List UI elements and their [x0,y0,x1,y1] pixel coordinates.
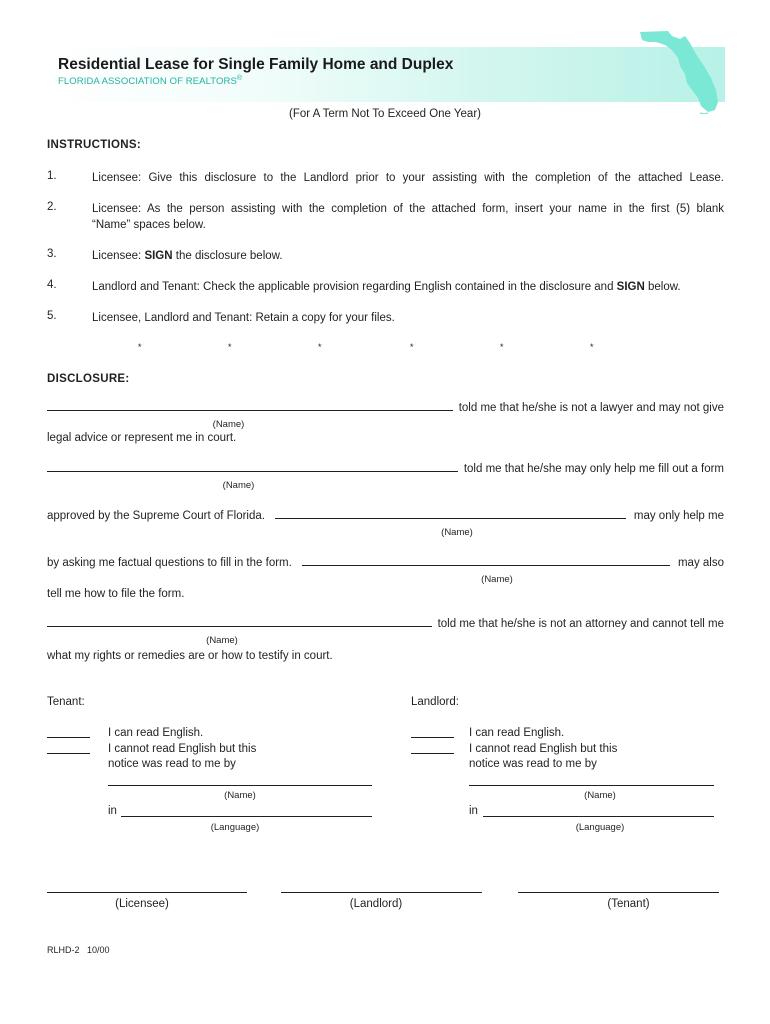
form-date: 10/00 [87,945,110,955]
statement-5-text: told me that he/she is not an attorney and cannot tell me [437,618,724,630]
instruction-2-line1: Licensee: As the person assisting with the completion of the attached form, insert your name in the first (5) blank [92,203,724,215]
instruction-number: 5. [47,310,57,322]
name-blank-5[interactable] [47,626,432,627]
instruction-5: Licensee, Landlord and Tenant: Retain a copy for your files. [92,312,395,324]
landlord-name-caption: (Name) [584,790,616,801]
name-caption: (Name) [481,574,513,585]
tenant-in-label: in [108,805,117,817]
statement-1-text: told me that he/she is not a lawyer and may not give [458,402,724,414]
disclosure-statement-3 [47,510,724,522]
instruction-1: Licensee: Give this disclosure to the Landlord prior to your assisting with the completion of the attached Lease. [92,172,724,184]
disclosure-heading: DISCLOSURE: [47,373,130,385]
tenant-label: Tenant: [47,696,85,708]
tenant-cannot-read-checkbox[interactable] [47,753,90,754]
separator-star: * [228,342,232,352]
instruction-number: 3. [47,248,57,260]
name-blank-2[interactable] [47,471,458,472]
licensee-signature-line[interactable] [47,892,247,893]
name-blank-4[interactable] [302,565,670,566]
name-blank-1[interactable] [47,410,453,411]
tenant-language-field[interactable] [121,816,372,817]
landlord-read-to-me-text: notice was read to me by [469,758,597,770]
form-id: RLHD-2 [47,945,80,955]
name-caption: (Name) [441,527,473,538]
tenant-language-caption: (Language) [210,822,260,833]
term-note: (For A Term Not To Exceed One Year) [289,108,481,120]
instruction-2-line2: “Name” spaces below. [92,219,206,231]
statement-4-end: may also [677,557,724,569]
separator-star: * [318,342,322,352]
separator-star: * [500,342,504,352]
tenant-can-read-text: I can read English. [108,727,204,739]
name-caption: (Name) [222,480,255,491]
instruction-number: 4. [47,279,57,291]
separator-star: * [410,342,414,352]
statement-3-start: approved by the Supreme Court of Florida. [47,510,265,522]
instruction-3: Licensee: SIGN the disclosure below. [92,250,283,262]
instruction-number: 1. [47,170,57,182]
statement-4-continuation: tell me how to file the form. [47,588,185,600]
landlord-signature-caption: (Landlord) [349,898,403,910]
tenant-read-to-me-text: notice was read to me by [108,758,236,770]
name-blank-3[interactable] [275,518,626,519]
tenant-signature-line[interactable] [518,892,719,893]
statement-1-continuation: legal advice or represent me in court. [47,432,237,444]
licensee-signature-caption: (Licensee) [115,898,169,910]
instruction-4: Landlord and Tenant: Check the applicable provision regarding English contained in the disclosure and SIGN below. [92,281,681,293]
landlord-cannot-read-text: I cannot read English but this [469,743,618,755]
landlord-can-read-text: I can read English. [469,727,565,739]
instruction-number: 2. [47,201,57,213]
disclosure-statement-2 [47,463,724,475]
landlord-signature-line[interactable] [281,892,482,893]
name-caption: (Name) [212,419,245,430]
tenant-reader-name-field[interactable] [108,785,372,786]
disclosure-statement-5 [47,618,724,630]
landlord-language-caption: (Language) [575,822,625,833]
tenant-signature-caption: (Tenant) [607,898,650,910]
disclosure-statement-4 [47,557,724,569]
landlord-reader-name-field[interactable] [469,785,714,786]
separator-star: * [590,342,594,352]
instructions-heading: INSTRUCTIONS: [47,139,141,151]
name-caption: (Name) [206,635,238,646]
form-publisher: FLORIDA ASSOCIATION OF REALTORS® [58,75,243,88]
florida-map-logo [638,28,724,114]
separator-star: * [138,342,142,352]
statement-3-end: may only help me [633,510,724,522]
statement-4-start: by asking me factual questions to fill in the form. [47,557,292,569]
statement-5-continuation: what my rights or remedies are or how to testify in court. [47,650,333,662]
tenant-name-caption: (Name) [224,790,256,801]
landlord-cannot-read-checkbox[interactable] [411,753,454,754]
landlord-can-read-checkbox[interactable] [411,737,454,738]
form-footer [47,945,110,955]
statement-2-text: told me that he/she may only help me fill out a form [463,463,724,475]
landlord-language-field[interactable] [483,816,714,817]
landlord-in-label: in [469,805,478,817]
landlord-label: Landlord: [411,696,459,708]
disclosure-statement-1 [47,402,724,414]
tenant-cannot-read-text: I cannot read English but this [108,743,257,755]
form-title: Residential Lease for Single Family Home and Duplex [58,56,454,73]
tenant-can-read-checkbox[interactable] [47,737,90,738]
